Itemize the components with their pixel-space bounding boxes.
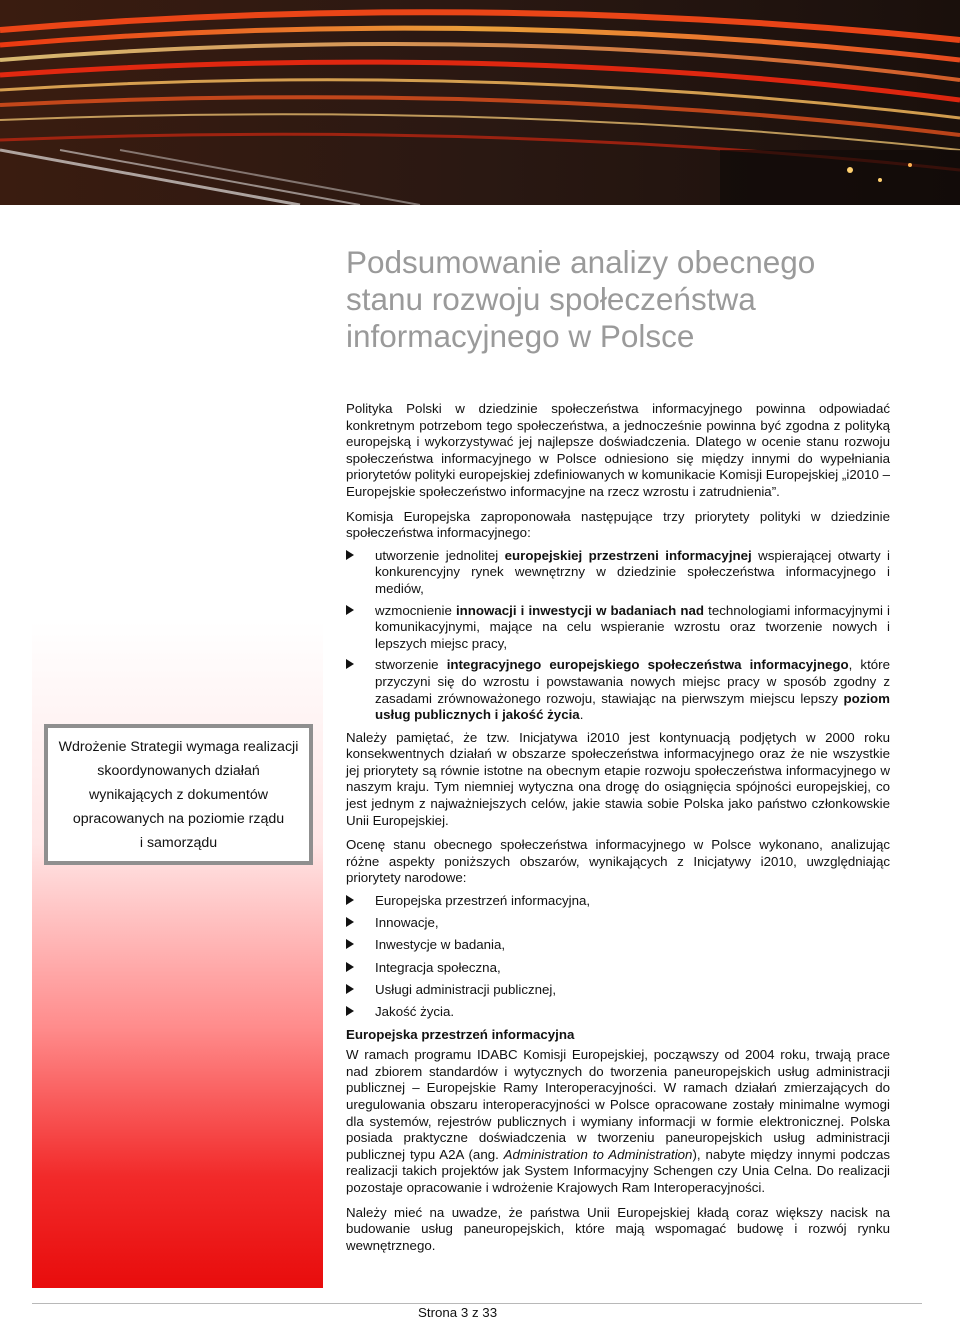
paragraph: Należy pamiętać, że tzw. Inicjatywa i2010 jest kontynuacją podjętych w 2000 roku konsekwentnych działań w obszarze społeczeństwa informacyjnego oraz że nie wszystkie jej priorytety są równie istotne na obecnym etapie rozwoju społeczeństwa informacyjnego w naszym kraju. Tym niemniej wytyczna ona drogę do osiągnięcia spójności europejskiej, co jest jednym z najważniejszych celów, jakie stawia sobie Polska jako państwo członkowskie Unii Europejskiej. (346, 729, 890, 828)
callout-box (44, 724, 313, 865)
list-item: Integracja społeczna, (346, 960, 890, 977)
highway-light-trails-image (0, 0, 960, 205)
list-item: Europejska przestrzeń informacyjna, (346, 893, 890, 910)
paragraph: Komisja Europejska zaproponowała następujące trzy priorytety polityki w dziedzinie społeczeństwa informacyjnego: (346, 508, 890, 541)
page-title (346, 244, 906, 355)
areas-list (346, 893, 890, 1021)
title-line: informacyjnego w Polsce (346, 318, 695, 354)
list-item: Inwestycje w badania, (346, 937, 890, 954)
bullet-arrow-icon (346, 939, 354, 949)
footer-divider (32, 1303, 922, 1304)
callout-line: i samorządu (139, 834, 218, 851)
bullet-arrow-icon (346, 605, 354, 615)
bullet-arrow-icon (346, 962, 354, 972)
list-item: Usługi administracji publicznej, (346, 982, 890, 999)
bullet-arrow-icon (346, 984, 354, 994)
bullet-arrow-icon (346, 1006, 354, 1016)
title-line: Podsumowanie analizy obecnego (346, 244, 816, 280)
paragraph: W ramach programu IDABC Komisji Europejskiej, począwszy od 2004 roku, trwają prace nad zbiorem standardów i wytycznych do tworzenia paneuropejskich usług administracji publicznej – Europejskie Ramy Interoperacyjności. W ramach działań zmierzających do uregulowania obszaru interoperacyjności w Polsce opracowane zostały minimalne wymogi dla systemów, rejestrów publicznych i wymiany informacji w formie elektronicznej. Polska posiada praktyczne doświadczenia w tworzeniu paneuropejskich usług administracji publicznej typu A2A (ang. Administration to Administration), nabyte między innymi podczas realizacji takich projektów jak System Informacyjny Schengen czy Unia Celna. Do realizacji pozostaje opracowanie i wdrożenie Krajowych Ram Interoperacyjności. (346, 1047, 890, 1195)
paragraph: Polityka Polski w dziedzinie społeczeństwa informacyjnego powinna odpowiadać konkretnym potrzebom tego społeczeństwa, a jednocześnie powinna być zgodna z polityką europejską i wykorzystywać jej najlepsze doświadczenia. Dlatego w ocenie stanu rozwoju społeczeństwa informacyjnego w Polsce odniesiono się między innymi do wypełniania priorytetów polityki europejskiej zdefiniowanych w komunikacie Komisji Europejskiej „i2010 – Europejskie społeczeństwo informacyjne na rzecz wzrostu i zatrudnienia”. (346, 401, 890, 499)
list-item: stworzenie integracyjnego europejskiego społeczeństwa informacyjnego, które przyczyni się do wzrostu i powstawania nowych miejsc pracy w sposób zgodny z zasadami zrównoważonego rozwoju, stawiając na pierwszym miejscu lepszy poziom usług publicznych i jakość życia. (346, 657, 890, 723)
section-heading: Europejska przestrzeń informacyjna (346, 1026, 575, 1042)
list-item: Innowacje, (346, 915, 890, 932)
list-item: utworzenie jednolitej europejskiej przestrzeni informacyjnej wspierającej otwarty i konkurencyjny rynek wewnętrzny w dziedzinie społeczeństwa informacyjnego i mediów, (346, 548, 890, 598)
title-line: stanu rozwoju społeczeństwa (346, 281, 756, 317)
bullet-arrow-icon (346, 895, 354, 905)
bullet-arrow-icon (346, 659, 354, 669)
header-photo (0, 0, 960, 205)
bullet-arrow-icon (346, 917, 354, 927)
list-item: wzmocnienie innowacji i inwestycji w badaniach nad technologiami informacyjnymi i komunikacyjnymi, mające na celu wspieranie wzrostu oraz tworzenie nowych i lepszych miejsc pracy, (346, 603, 890, 653)
callout-line: Wdrożenie Strategii wymaga realizacji (58, 738, 299, 755)
callout-line: opracowanych na poziomie rządu (72, 810, 285, 827)
callout-line: wynikających z dokumentów (89, 786, 268, 803)
paragraph: Należy mieć na uwadze, że państwa Unii Europejskiej kładą coraz większy nacisk na budowanie usług paneuropejskich, które mają wspomagać budowę i rozwój rynku wewnętrznego. (346, 1204, 890, 1253)
callout-line: skoordynowanych działań (97, 762, 260, 779)
page-number: Strona 3 z 33 (418, 1305, 498, 1320)
list-item: Jakość życia. (346, 1004, 890, 1021)
priority-list (346, 548, 890, 724)
paragraph: Ocenę stanu obecnego społeczeństwa informacyjnego w Polsce wykonano, analizując różne aspekty poniższych obszarów, wynikających z Inicjatywy i2010, uwzględniając priorytety narodowe: (346, 837, 890, 886)
main-text (346, 401, 890, 1262)
bullet-arrow-icon (346, 550, 354, 560)
